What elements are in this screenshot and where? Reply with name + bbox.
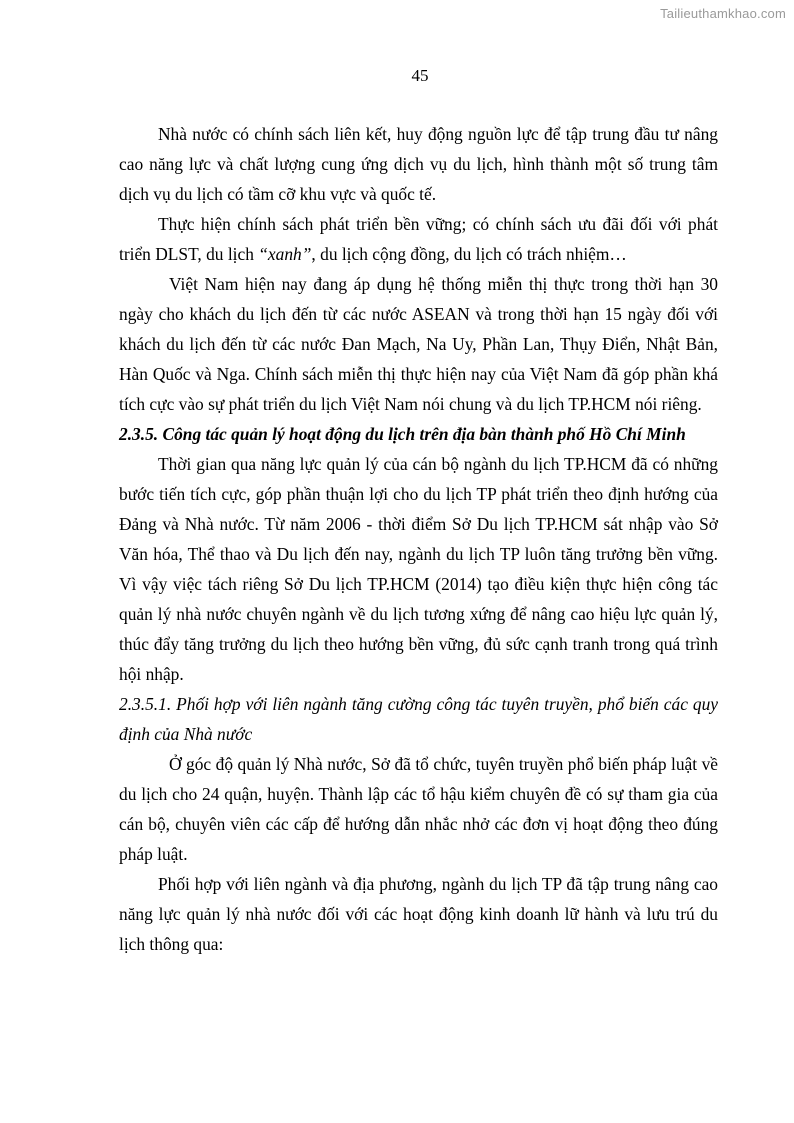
paragraph-management-capacity: Thời gian qua năng lực quản lý của cán bộ ngành du lịch TP.HCM đã có những bước tiến tích cực, góp phần thuận lợi cho du lịch TP phát triển theo định hướng của Đảng và Nhà nước. Từ năm 2006 - thời điểm Sở Du lịch TP.HCM sát nhập vào Sở Văn hóa, Thể thao và Du lịch đến nay, ngành du lịch TP luôn tăng trưởng bền vững. Vì vậy việc tách riêng Sở Du lịch TP.HCM (2014) tạo điều kiện thực hiện công tác quản lý nhà nước chuyên ngành về du lịch tương xứng để nâng cao hiệu lực quản lý, thúc đẩy tăng trưởng du lịch theo hướng bền vững, đủ sức cạnh tranh trong quá trình hội nhập. — [119, 454, 718, 684]
paragraph-sustainable-development — [119, 209, 718, 269]
document-body — [119, 119, 718, 959]
paragraph-text-start: Thực hiện chính sách phát triển bền vững; có chính sách ưu đãi đối với phát triển DLST, du lịch — [119, 214, 718, 264]
watermark-text: Tailieuthamkhao.com — [660, 6, 786, 21]
page-number: 45 — [411, 66, 429, 85]
section-heading-2-3-5: 2.3.5. Công tác quản lý hoạt động du lịch trên địa bàn thành phố Hồ Chí Minh — [119, 424, 686, 444]
paragraph-text-end: , du lịch cộng đồng, du lịch có trách nhiệm… — [311, 244, 627, 264]
quoted-green-term: “xanh” — [258, 244, 312, 264]
paragraph-policy-linkage: Nhà nước có chính sách liên kết, huy động nguồn lực để tập trung đầu tư nâng cao năng lực và chất lượng cung ứng dịch vụ du lịch, hình thành một số trung tâm dịch vụ du lịch có tầm cỡ khu vực và quốc tế. — [119, 124, 718, 204]
paragraph-interagency-coordination: Phối hợp với liên ngành và địa phương, ngành du lịch TP đã tập trung nâng cao năng lực quản lý nhà nước đối với các hoạt động kinh doanh lữ hành và lưu trú du lịch thông qua: — [119, 874, 718, 954]
paragraph-law-dissemination: Ở góc độ quản lý Nhà nước, Sở đã tổ chức, tuyên truyền phổ biến pháp luật về du lịch cho 24 quận, huyện. Thành lập các tổ hậu kiểm chuyên đề có sự tham gia của cán bộ, chuyên viên các cấp để hướng dẫn nhắc nhở các đơn vị hoạt động theo đúng pháp luật. — [119, 754, 718, 864]
paragraph-visa-exemption: Việt Nam hiện nay đang áp dụng hệ thống miễn thị thực trong thời hạn 30 ngày cho khách du lịch đến từ các nước ASEAN và trong thời hạn 15 ngày đối với khách du lịch đến từ các nước Đan Mạch, Na Uy, Phần Lan, Thụy Điển, Nhật Bản, Hàn Quốc và Nga. Chính sách miễn thị thực hiện nay của Việt Nam đã góp phần khá tích cực vào sự phát triển du lịch Việt Nam nói chung và du lịch TP.HCM nói riêng. — [119, 274, 718, 414]
subsection-heading-2-3-5-1: 2.3.5.1. Phối hợp với liên ngành tăng cường công tác tuyên truyền, phổ biến các quy định của Nhà nước — [119, 694, 718, 744]
